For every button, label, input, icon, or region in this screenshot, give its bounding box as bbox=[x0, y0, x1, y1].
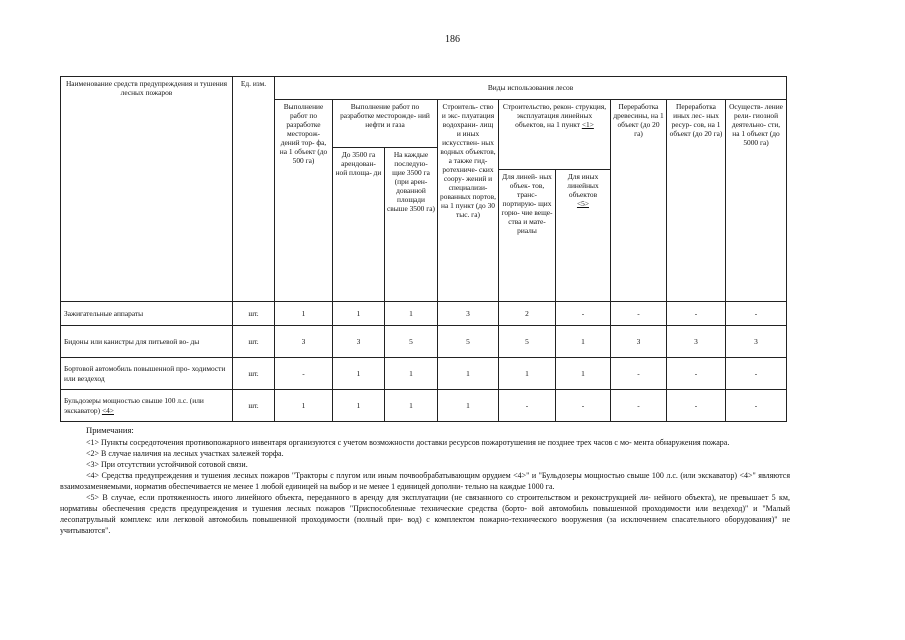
table-cell: 1 bbox=[438, 390, 499, 422]
table-row bbox=[61, 326, 787, 358]
table-cell: 1 bbox=[275, 302, 333, 326]
row-name bbox=[61, 390, 233, 422]
table-row bbox=[61, 302, 787, 326]
notes-section bbox=[60, 425, 790, 536]
table-cell: 1 bbox=[556, 358, 611, 390]
table-cell: 1 bbox=[556, 326, 611, 358]
table-cell: 1 bbox=[499, 358, 556, 390]
table-cell: - bbox=[611, 390, 667, 422]
table-cell: 3 bbox=[275, 326, 333, 358]
row-name: Зажигательные аппараты bbox=[61, 302, 233, 326]
table-row bbox=[61, 390, 787, 422]
table-cell: 5 bbox=[438, 326, 499, 358]
table-cell: - bbox=[611, 302, 667, 326]
note-4: <4> Средства предупреждения и тушения лесных пожаров "Тракторы с плугом или иным почвообрабатывающим орудием <4>" и "Бульдозеры мощностью свыше 100 л.с. (или экскаватор) <4>" являются взаимозаменяемыми, норматив обеспечивается не менее 1 любой единицей на выбор и не менее 1 единицей дополни- тельно на каждые 1000 га. bbox=[60, 470, 790, 491]
table-cell: - bbox=[499, 390, 556, 422]
row-unit: шт. bbox=[233, 302, 275, 326]
table-cell: - bbox=[726, 302, 787, 326]
table-cell: 2 bbox=[499, 302, 556, 326]
row-unit: шт. bbox=[233, 326, 275, 358]
table-cell: 5 bbox=[385, 326, 438, 358]
note-5: <5> В случае, если протяженность иного линейного объекта, переданного в аренду для эксплуатации (не связанного со строительством и реконструкцией ли- нейного объекта), не превышает 5 км, нормативы обеспечения средств предупреждения и тушения лесных пожаров "Приспособленные технические средства (борто- вой автомобиль повышенной проходимости или вездеход)" и "Малый лесопатрульный комплекс или легковой автомобиль повышенной проходимости (полный при- вод) с комплектом пожарно-технического вооружения (за исключением спасательного оборудования)" не учитываются". bbox=[60, 493, 790, 536]
table-cell: - bbox=[667, 302, 726, 326]
row-name: Бортовой автомобиль повышенной про- ходимости или вездеход bbox=[61, 358, 233, 390]
column-header-other-resources: Переработка иных лес- ных ресур- сов, на 1 объект (до 20 га) bbox=[667, 100, 726, 302]
table-cell: - bbox=[726, 390, 787, 422]
column-header-linear-objects bbox=[499, 100, 611, 170]
row-unit: шт. bbox=[233, 390, 275, 422]
table-cell: 3 bbox=[667, 326, 726, 358]
column-header-wood-processing: Переработка древесины, на 1 объект (до 20 га) bbox=[611, 100, 667, 302]
column-header-name: Наименование средств предупреждения и тушения лесных пожаров bbox=[61, 77, 233, 302]
table-cell: - bbox=[726, 358, 787, 390]
linear-objects-label: Строительство, рекон- струкция, эксплуатация линейных объектов, на 1 пункт bbox=[502, 102, 607, 130]
equipment-norms-table bbox=[60, 76, 787, 422]
footnote-ref-4: <4> bbox=[101, 405, 114, 415]
column-header-unit: Ед. изм. bbox=[233, 77, 275, 302]
table-cell: 3 bbox=[726, 326, 787, 358]
table-cell: 1 bbox=[333, 302, 385, 326]
table-cell: - bbox=[667, 358, 726, 390]
table-cell: 3 bbox=[611, 326, 667, 358]
table-cell: - bbox=[556, 390, 611, 422]
note-1: <1> Пункты сосредоточения противопожарного инвентаря организуются с учетом возможности доставки ресурсов пожаротушения не позднее трех часов с мо- мента обнаружения пожара. bbox=[86, 437, 730, 447]
column-header-religious: Осуществ- ление рели- гиозной деятельно- сти, на 1 объект (до 5000 га) bbox=[726, 100, 787, 302]
column-header-peat: Выполнение работ по разработке месторож- дений тор- фа, на 1 объект (до 500 га) bbox=[275, 100, 333, 302]
header-row-1 bbox=[61, 77, 787, 100]
table-cell: - bbox=[667, 390, 726, 422]
table-cell: - bbox=[556, 302, 611, 326]
table-cell: 1 bbox=[385, 390, 438, 422]
column-group-header: Виды использования лесов bbox=[275, 77, 787, 100]
row-unit: шт. bbox=[233, 358, 275, 390]
table-cell: 5 bbox=[499, 326, 556, 358]
table-cell: 1 bbox=[333, 358, 385, 390]
table-cell: 1 bbox=[385, 358, 438, 390]
column-header-reservoirs: Строитель- ство и экс- плуатация водохрани- лищ и иных искусствен- ных водных объектов, а также гид- ротехниче- ских соору- жений и специализи- рованных портов, на 1 пункт (до 30 тыс. га) bbox=[438, 100, 499, 302]
row-name-text: Бульдозеры мощностью свыше 100 л.с. (или экскаватор) bbox=[64, 396, 204, 415]
notes-title: Примечания: bbox=[86, 425, 134, 435]
table-cell: 1 bbox=[333, 390, 385, 422]
column-header-oil-gas-up-to-3500: До 3500 га арендован- ной площа- ди bbox=[333, 148, 385, 302]
table-cell: - bbox=[611, 358, 667, 390]
page-number: 186 bbox=[445, 34, 460, 45]
column-header-linear-fuel: Для линей- ных объек- тов, транс- портирую- щих горю- чие веще- ства и мате- риалы bbox=[499, 170, 556, 302]
row-name: Бидоны или канистры для питьевой во- ды bbox=[61, 326, 233, 358]
table-cell: 1 bbox=[275, 390, 333, 422]
column-header-linear-other bbox=[556, 170, 611, 302]
table-cell: - bbox=[275, 358, 333, 390]
note-3: <3> При отсутствии устойчивой сотовой связи. bbox=[86, 459, 248, 469]
table-cell: 3 bbox=[438, 302, 499, 326]
linear-other-label: Для иных линейных объектов bbox=[567, 172, 599, 200]
footnote-ref-5: <5> bbox=[576, 199, 590, 209]
footnote-ref-1: <1> bbox=[581, 120, 594, 130]
table-cell: 1 bbox=[438, 358, 499, 390]
table-row bbox=[61, 358, 787, 390]
table-cell: 1 bbox=[385, 302, 438, 326]
column-header-oil-gas-each-3500: На каждые последую- щие 3500 га (при арен- дованной площади свыше 3500 га) bbox=[385, 148, 438, 302]
column-header-oil-gas: Выполнение работ по разработке месторожде- ний нефти и газа bbox=[333, 100, 438, 148]
table-cell: 3 bbox=[333, 326, 385, 358]
note-2: <2> В случае наличия на лесных участках залежей торфа. bbox=[86, 448, 284, 458]
